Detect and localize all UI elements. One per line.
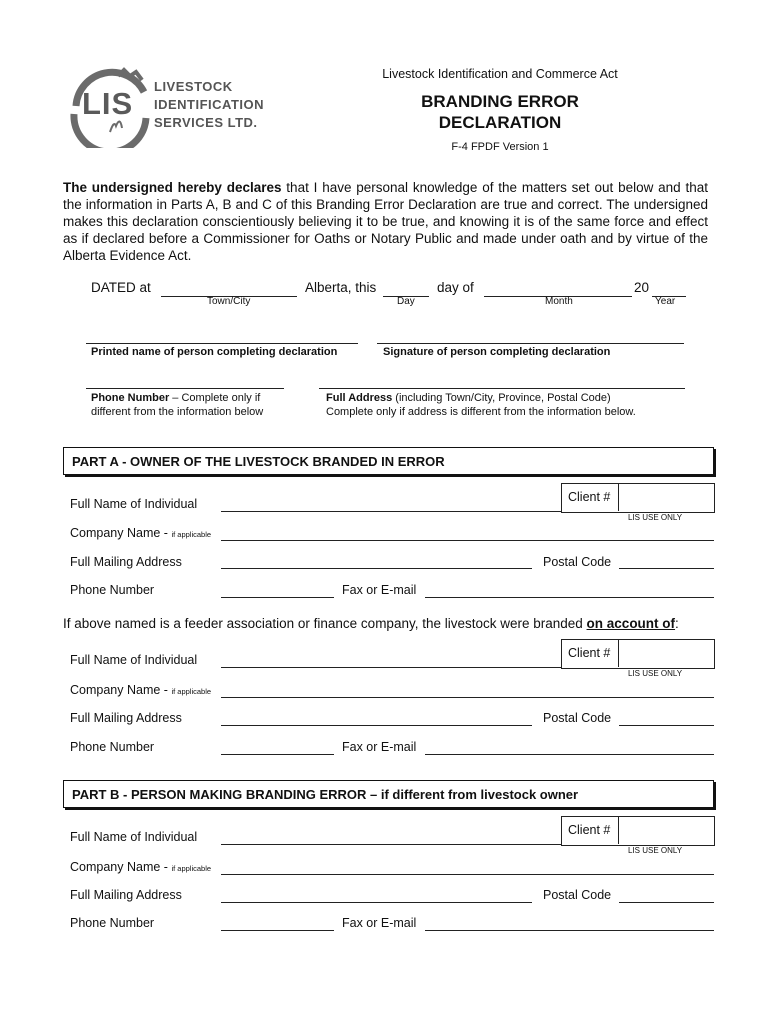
town-city-caption: Town/City — [207, 296, 251, 307]
address-caption — [326, 391, 636, 419]
b-client-label: Client # — [568, 823, 611, 837]
org-name-line3: SERVICES LTD. — [154, 115, 258, 130]
b-if-applicable: if applicable — [171, 864, 212, 873]
a2-full-name-label: Full Name of Individual — [70, 653, 198, 667]
a2-phone-field[interactable] — [221, 754, 334, 755]
b-fax-label: Fax or E-mail — [342, 916, 417, 930]
signature-field[interactable] — [377, 343, 684, 344]
b-phone-field[interactable] — [221, 930, 334, 931]
a2-fax-field[interactable] — [425, 754, 714, 755]
b-company-label — [70, 860, 211, 874]
optional-address-field[interactable] — [319, 388, 685, 389]
a2-fax-label: Fax or E-mail — [342, 740, 417, 754]
a1-full-name-label: Full Name of Individual — [70, 497, 198, 511]
month-caption: Month — [545, 296, 573, 307]
a1-fax-field[interactable] — [425, 597, 714, 598]
a1-phone-field[interactable] — [221, 597, 334, 598]
day-of-label: day of — [437, 280, 474, 295]
address-caption-rest: (including Town/City, Province, Postal Code) — [392, 392, 611, 404]
lis-logo — [66, 66, 156, 148]
a1-phone-label: Phone Number — [70, 583, 155, 597]
form-title-line2: DECLARATION — [438, 113, 562, 132]
a1-lis-use-only: LIS USE ONLY — [628, 513, 683, 522]
a2-postal-field[interactable] — [619, 725, 714, 726]
a2-client-divider — [618, 639, 619, 667]
a1-postal-field[interactable] — [619, 568, 714, 569]
a1-company-label — [70, 526, 211, 540]
b-full-name-field[interactable] — [221, 844, 562, 845]
b-company-text: Company Name - — [70, 860, 172, 874]
org-name-line1: LIVESTOCK — [154, 79, 233, 94]
a1-postal-label: Postal Code — [543, 555, 612, 569]
b-fax-field[interactable] — [425, 930, 714, 931]
b-lis-use-only: LIS USE ONLY — [628, 846, 683, 855]
a2-lis-use-only: LIS USE ONLY — [628, 669, 683, 678]
part-a-title: PART A - OWNER OF THE LIVESTOCK BRANDED IN ERROR — [72, 454, 445, 469]
org-name-line2: IDENTIFICATION — [154, 97, 265, 112]
form-version: F-4 FPDF Version 1 — [451, 141, 549, 153]
declaration-lead: The undersigned hereby declares — [63, 180, 282, 195]
optional-phone-field[interactable] — [86, 388, 284, 389]
year-prefix: 20 — [634, 280, 650, 295]
phone-caption-bold: Phone Number — [91, 392, 170, 404]
phone-caption-rest: – Complete only if — [169, 392, 261, 404]
act-name: Livestock Identification and Commerce Act — [382, 67, 618, 81]
b-postal-label: Postal Code — [543, 888, 612, 902]
feeder-sentence — [63, 616, 679, 631]
year-caption: Year — [655, 296, 676, 307]
b-client-divider — [618, 816, 619, 844]
a2-phone-label: Phone Number — [70, 740, 155, 754]
b-postal-field[interactable] — [619, 902, 714, 903]
a2-client-label: Client # — [568, 646, 611, 660]
address-caption-line2: Complete only if address is different from the information below. — [326, 406, 636, 418]
a1-full-name-field[interactable] — [221, 511, 562, 512]
a2-mailing-field[interactable] — [221, 725, 532, 726]
a2-company-label — [70, 683, 211, 697]
alberta-this-label: Alberta, this — [305, 280, 377, 295]
part-a-header — [63, 447, 714, 475]
a1-mailing-field[interactable] — [221, 568, 532, 569]
a2-company-field[interactable] — [221, 697, 714, 698]
declaration-body: that I have personal knowledge of the matters set out below and that the information in Parts A, B and C of this Branding Error Declaration are true and correct. The undersigned makes this declaration conscientiously believing it to be true, and knowing it is of the same force and effect as if declared before a Commissioner for Oaths or Notary Public and made under oath and by virtue of the Alberta Evidence Act. — [63, 180, 708, 263]
a2-company-text: Company Name - — [70, 683, 172, 697]
b-mailing-label: Full Mailing Address — [70, 888, 182, 902]
phone-caption — [91, 391, 263, 419]
feeder-end: : — [675, 616, 679, 631]
address-caption-bold: Full Address — [326, 392, 393, 404]
form-title-line1: BRANDING ERROR — [421, 92, 579, 111]
a1-mailing-label: Full Mailing Address — [70, 555, 182, 569]
a1-company-field[interactable] — [221, 540, 714, 541]
printed-name-field[interactable] — [86, 343, 358, 344]
part-b-header — [63, 780, 714, 808]
b-company-field[interactable] — [221, 874, 714, 875]
feeder-text: If above named is a feeder association or finance company, the livestock were branded — [63, 616, 587, 631]
printed-name-caption: Printed name of person completing declaration — [91, 346, 338, 358]
logo-mark: LIS — [82, 86, 134, 121]
a2-if-applicable: if applicable — [171, 687, 212, 696]
day-caption: Day — [397, 296, 415, 307]
a2-full-name-field[interactable] — [221, 667, 562, 668]
a1-client-label: Client # — [568, 490, 611, 504]
a2-mailing-label: Full Mailing Address — [70, 711, 182, 725]
a2-postal-label: Postal Code — [543, 711, 612, 725]
b-mailing-field[interactable] — [221, 902, 532, 903]
part-b-title: PART B - PERSON MAKING BRANDING ERROR – if different from livestock owner — [72, 787, 579, 802]
a1-fax-label: Fax or E-mail — [342, 583, 417, 597]
a1-company-text: Company Name - — [70, 526, 172, 540]
phone-caption-line2: different from the information below — [91, 406, 264, 418]
signature-caption: Signature of person completing declaration — [383, 346, 611, 358]
a1-client-divider — [618, 483, 619, 511]
a1-if-applicable: if applicable — [171, 530, 212, 539]
dated-at-label: DATED at — [91, 280, 151, 295]
b-full-name-label: Full Name of Individual — [70, 830, 198, 844]
feeder-emphasis: on account of — [586, 616, 676, 631]
declaration-paragraph — [63, 179, 708, 264]
b-phone-label: Phone Number — [70, 916, 155, 930]
